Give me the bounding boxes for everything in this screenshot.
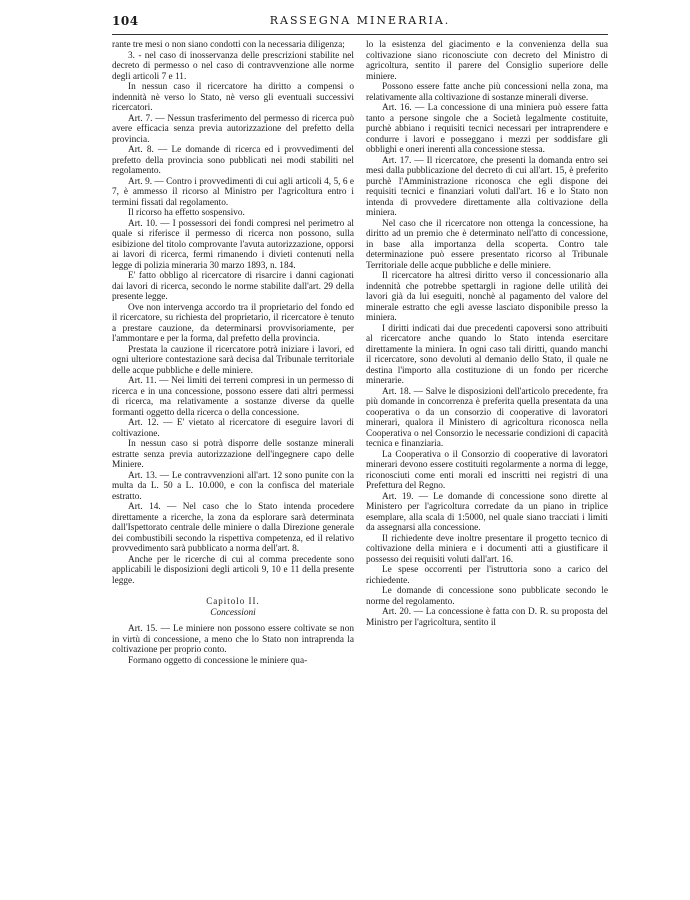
chapter-heading: Capitolo II.	[206, 596, 260, 606]
paragraph: Ove non intervenga accordo tra il proprietario del fondo ed il ricercatore, su richiesta del proprietario, il ricercatore è tenuto a prestare cauzione, da determinarsi provvisoriamente, per l'ammontare e per la forma, dal prefetto della provincia.	[112, 302, 354, 344]
header-rule	[112, 34, 608, 35]
paragraph: Il ricercatore ha altresì diritto verso il concessionario alla indennità che potrebbe spettargli in ragione delle utilità dei lavori già da lui eseguiti, nonchè al pagamento del valore del minerale estratto che egli avesse lasciato disponibile presso la miniera.	[366, 271, 608, 323]
paragraph: lo la esistenza del giacimento e la convenienza della sua coltivazione siano riconosciute con decreto del Ministro di agricoltura, sentito il parere del Consiglio superiore delle miniere.	[366, 40, 608, 82]
paragraph: La Cooperativa o il Consorzio di cooperative di lavoratori minerari devono essere costituiti regolarmente a norma di legge, riconosciuti come enti morali ed inscritti nei registri di una Prefettura del Regno.	[366, 449, 608, 491]
page-header	[112, 14, 608, 32]
left-column	[112, 40, 354, 666]
paragraph: rante tre mesi o non siano condotti con la necessaria diligenza;	[112, 40, 345, 50]
paragraph: Il richiedente deve inoltre presentare il progetto tecnico di coltivazione della miniera e i documenti atti a giustificare il possesso dei requisiti voluti dall'art. 16.	[366, 533, 608, 565]
page-number: 104	[112, 14, 139, 28]
paragraph: Art. 18. — Salve le disposizioni dell'articolo precedente, fra più domande in concorrenza è preferita quella presentata da una cooperativa o da un consorzio di cooperative di lavoratori minerari, qualora il Ministero di agricoltura riconosca nella Cooperativa o nel Consorzio le necessarie condizioni di capacità tecnica e finanziaria.	[366, 386, 608, 449]
paragraph: Art. 16. — La concessione di una miniera può essere fatta tanto a persone singole che a Società legalmente costituite, purchè abbiano i requisiti tecnici necessari per intraprendere e condurre i lavori e posseggano i mezzi per soddisfare gli obblighi e oneri inerenti alla concessione stessa.	[366, 103, 608, 155]
paragraph: I diritti indicati dai due precedenti capoversi sono attribuiti al ricercatore anche quando lo Stato intenda esercitare direttamente la miniera. In ogni caso tali diritti, quando manchi il ricercatore, sono devoluti al demanio dello Stato, il quale ne destina l'importo alla costituzione di un fondo per ricerche minerarie.	[366, 323, 608, 386]
paragraph: Art. 20. — La concessione è fatta con D. R. su proposta del Ministro per l'agricoltura, sentito il	[366, 607, 608, 628]
section-subheading: Concessioni	[210, 607, 256, 618]
paragraph: 3. - nel caso di inosservanza delle prescrizioni stabilite nel decreto di permesso o nel caso di contravvenzione alle norme degli articoli 7 e 11.	[112, 50, 354, 82]
paragraph: Art. 19. — Le domande di concessione sono dirette al Ministero per l'agricoltura corredate da un piano in triplice esemplare, alla scala di 1:5000, nel quale siano tracciati i limiti da assegnarsi alla concessione.	[366, 491, 608, 533]
paragraph: Nel caso che il ricercatore non ottenga la concessione, ha diritto ad un premio che è determinato nell'atto di concessione, in base alla importanza della scoperta. Contro tale determinazione può essere presentato ricorso al Tribunale Territoriale delle acque pubbliche e delle miniere.	[366, 218, 608, 271]
running-title: RASSEGNA MINERARIA.	[269, 14, 451, 27]
paragraph: Art. 14. — Nel caso che lo Stato intenda procedere direttamente a ricerche, la zona da esplorare sarà determinata dall'Ispettorato centrale delle miniere o dalla Direzione generale dei combustibili secondo la rispettiva competenza, ed il relativo provvedimento sarà pubblicato a norma dell'art. 8.	[112, 502, 354, 554]
paragraph: Le domande di concessione sono pubblicate secondo le norme del regolamento.	[366, 586, 608, 607]
paragraph: Art. 17. — Il ricercatore, che presenti la domanda entro sei mesi dalla pubblicazione del decreto di cui all'art. 15, è preferito purchè l'Amministrazione riconosca che egli dispone dei requisiti tecnici e finanziari voluti dall'art. 16 e lo Stato non intenda di provvedere direttamente alla coltivazione della miniera.	[366, 155, 608, 218]
paragraph: Il ricorso ha effetto sospensivo.	[128, 208, 245, 218]
paragraph: Art. 12. — E' vietato al ricercatore di eseguire lavori di coltivazione.	[112, 418, 354, 439]
paragraph: Possono essere fatte anche più concessioni nella zona, ma relativamente alla coltivazione di sostanze minerali diverse.	[366, 82, 608, 103]
paragraph: Prestata la cauzione il ricercatore potrà iniziare i lavori, ed ogni ulteriore contestazione sarà decisa dal Tribunale territoriale delle acque pubbliche e delle miniere.	[112, 344, 354, 376]
paragraph: Art. 10. — I possessori dei fondi compresi nel perimetro al quale si riferisce il permesso di ricerca non possono, sulla esibizione del titolo comprovante l'avuta autorizzazione, opporsi ai lavori di ricerca, fermi rimanendo i divieti contenuti nella legge di polizia mineraria 30 marzo 1893, n. 184.	[112, 218, 354, 271]
paragraph: Art. 11. — Nei limiti dei terreni compresi in un permesso di ricerca e in una concessione, possono essere dati altri permessi di ricerca, ma relativamente a sostanze diverse da quelle formanti oggetto della ricerca o della concessione.	[112, 376, 354, 418]
paragraph: Formano oggetto di concessione le miniere qua-	[128, 655, 308, 666]
paragraph: Art. 8. — Le domande di ricerca ed i provvedimenti del prefetto della provincia sono pubblicati nei modi stabiliti nel regolamento.	[112, 145, 354, 176]
right-column	[366, 40, 608, 628]
paragraph: Anche per le ricerche di cui al comma precedente sono applicabili le disposizioni degli articoli 9, 10 e 11 della presente legge.	[112, 554, 354, 586]
paragraph: Art. 9. — Contro i provvedimenti di cui agli articoli 4, 5, 6 e 7, è ammesso il ricorso al Ministro per l'agricoltura entro i termini fissati dal regolamento.	[112, 176, 354, 208]
paragraph: E' fatto obbligo al ricercatore di risarcire i danni cagionati dai lavori di ricerca, secondo le norme stabilite dall'art. 29 della presente legge.	[112, 271, 354, 302]
paragraph: Art. 13. — Le contravvenzioni all'art. 12 sono punite con la multa da L. 50 a L. 10.000, e con la confisca del materiale estratto.	[112, 470, 354, 502]
paragraph: In nessun caso il ricercatore ha diritto a compensi o indennità nè verso lo Stato, nè verso gli eventuali successivi ricercatori.	[112, 82, 354, 113]
paragraph: Art. 15. — Le miniere non possono essere coltivate se non in virtù di concessione, a meno che lo Stato non intraprenda la coltivazione per proprio conto.	[112, 624, 354, 655]
paragraph: Art. 7. — Nessun trasferimento del permesso di ricerca può avere efficacia senza previa autorizzazione del prefetto della provincia.	[112, 113, 354, 145]
paragraph: Le spese occorrenti per l'istruttoria sono a carico del richiedente.	[366, 565, 608, 586]
paragraph: In nessun caso si potrà disporre delle sostanze minerali estratte senza previa autorizzazione dell'ingegnere capo delle Miniere.	[112, 439, 354, 470]
